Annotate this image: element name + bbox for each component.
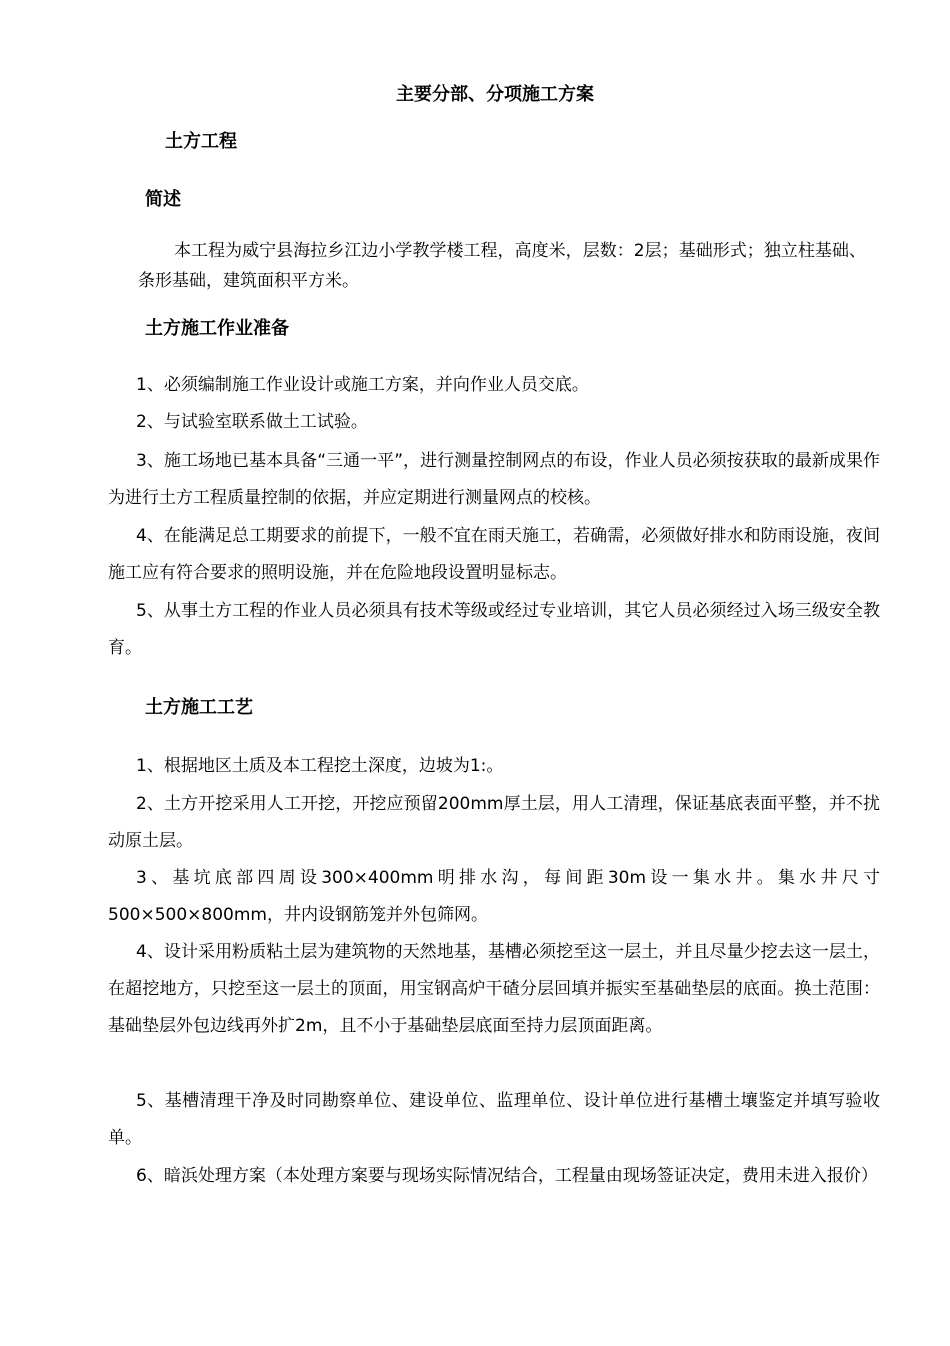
preparation-item: 1、必须编制施工作业设计或施工方案，并向作业人员交底。 [136,375,589,395]
document-title: 主要分部、分项施工方案 [396,84,594,105]
section-title: 土方工程 [165,131,237,152]
overview-heading: 简述 [145,189,181,210]
process-item: 3、基坑底部四周设300×400mm明排水沟，每间距30m设一集水井。集水井尺寸500×500×800mm，井内设钢筋笼并外包筛网。 [108,868,880,925]
preparation-item: 4、在能满足总工期要求的前提下，一般不宜在雨天施工，若确需，必须做好排水和防雨设施，夜间施工应有符合要求的照明设施，并在危险地段设置明显标志。 [108,526,880,583]
process-heading: 土方施工工艺 [145,697,253,718]
preparation-item: 3、施工场地已基本具备“三通一平”，进行测量控制网点的布设，作业人员必须按获取的最新成果作为进行土方工程质量控制的依据，并应定期进行测量网点的校核。 [108,451,880,508]
process-item: 2、土方开挖采用人工开挖，开挖应预留200mm厚土层，用人工清理，保证基底表面平整，并不扰动原土层。 [108,794,880,851]
process-item: 1、根据地区土质及本工程挖土深度，边坡为1:。 [136,756,504,776]
process-item: 6、暗浜处理方案（本处理方案要与现场实际情况结合，工程量由现场签证决定，费用未进入报价） [136,1166,878,1186]
preparation-heading: 土方施工作业准备 [145,318,289,339]
preparation-item: 5、从事土方工程的作业人员必须具有技术等级或经过专业培训，其它人员必须经过入场三级安全教育。 [108,601,880,658]
overview-text: 本工程为威宁县海拉乡江边小学教学楼工程，高度米，层数：2层；基础形式；独立柱基础、条形基础，建筑面积平方米。 [138,241,866,291]
process-item: 5、基槽清理干净及时同勘察单位、建设单位、监理单位、设计单位进行基槽土壤鉴定并填写验收单。 [108,1091,880,1148]
process-item: 4、设计采用粉质粘土层为建筑物的天然地基，基槽必须挖至这一层土，并且尽量少挖去这一层土，在超挖地方，只挖至这一层土的顶面，用宝钢高炉干碴分层回填并振实至基础垫层的底面。换土范围：基础垫层外包边线再外扩2m，且不小于基础垫层底面至持力层顶面距离。 [108,942,880,1036]
preparation-item: 2、与试验室联系做土工试验。 [136,412,368,432]
